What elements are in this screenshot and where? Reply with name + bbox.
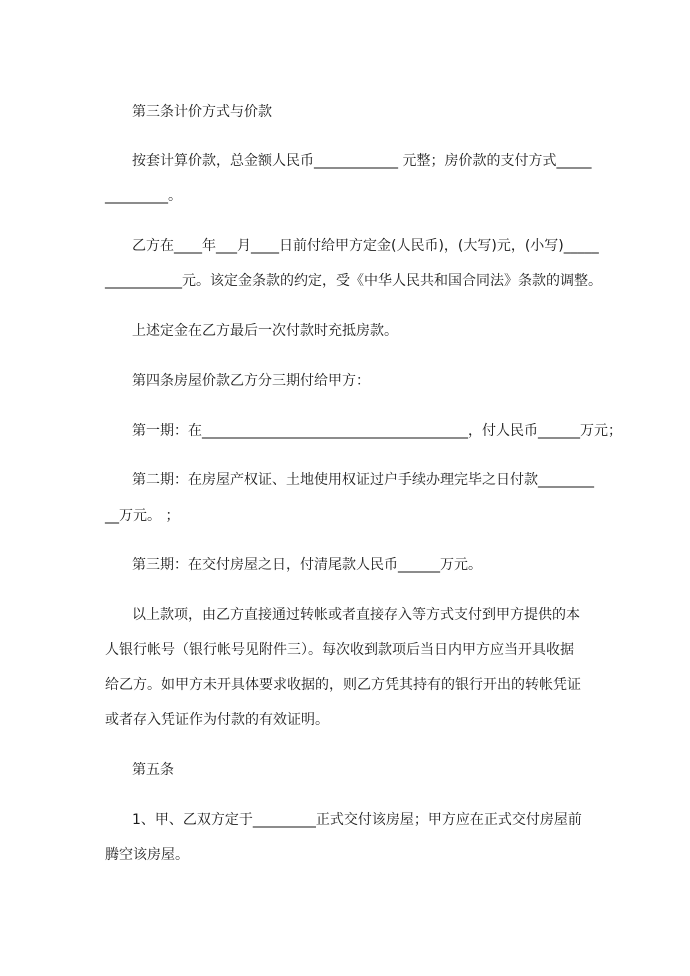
handover-line-1: 1、甲、乙双方定于_________正式交付该房屋；甲方应在正式交付房屋前	[132, 812, 582, 828]
deposit-line-2: ___________元。该定金条款的约定，受《中华人民共和国合同法》条款的调整。	[105, 273, 602, 289]
payment-method-line: _________。	[105, 188, 182, 204]
deposit-offset-line: 上述定金在乙方最后一次付款时充抵房款。	[132, 323, 398, 339]
payment-account-line-4: 或者存入凭证作为付款的有效证明。	[105, 712, 329, 728]
article-5-heading: 第五条	[132, 762, 174, 778]
payment-account-line-2: 人银行帐号（银行帐号见附件三）。每次收到款项后当日内甲方应当开具收据	[105, 642, 574, 658]
installment-2-line-1: 第二期：在房屋产权证、土地使用权证过户手续办理完毕之日付款________	[132, 472, 594, 488]
payment-account-line-3: 给乙方。如甲方未开具体要求收据的，则乙方凭其持有的银行开出的转帐凭证	[105, 677, 581, 693]
installment-3-line: 第三期：在交付房屋之日，付清尾款人民币______万元。	[132, 557, 482, 573]
installment-1-line: 第一期：在______________________________________，付人民币______万元；	[132, 423, 622, 439]
handover-line-2: 腾空该房屋。	[105, 847, 189, 863]
installment-2-line-2: __万元。 ；	[105, 508, 180, 524]
article-4-heading: 第四条房屋价款乙方分三期付给甲方：	[132, 373, 370, 389]
deposit-line-1: 乙方在____年___月____日前付给甲方定金(人民币)，(大写)元，(小写)_____	[132, 238, 599, 254]
payment-account-line-1: 以上款项，由乙方直接通过转帐或者直接存入等方式支付到甲方提供的本	[132, 607, 580, 623]
article-3-heading: 第三条计价方式与价款	[132, 104, 272, 120]
total-price-line: 按套计算价款，总金额人民币____________ 元整；房价款的支付方式_____	[132, 153, 592, 169]
